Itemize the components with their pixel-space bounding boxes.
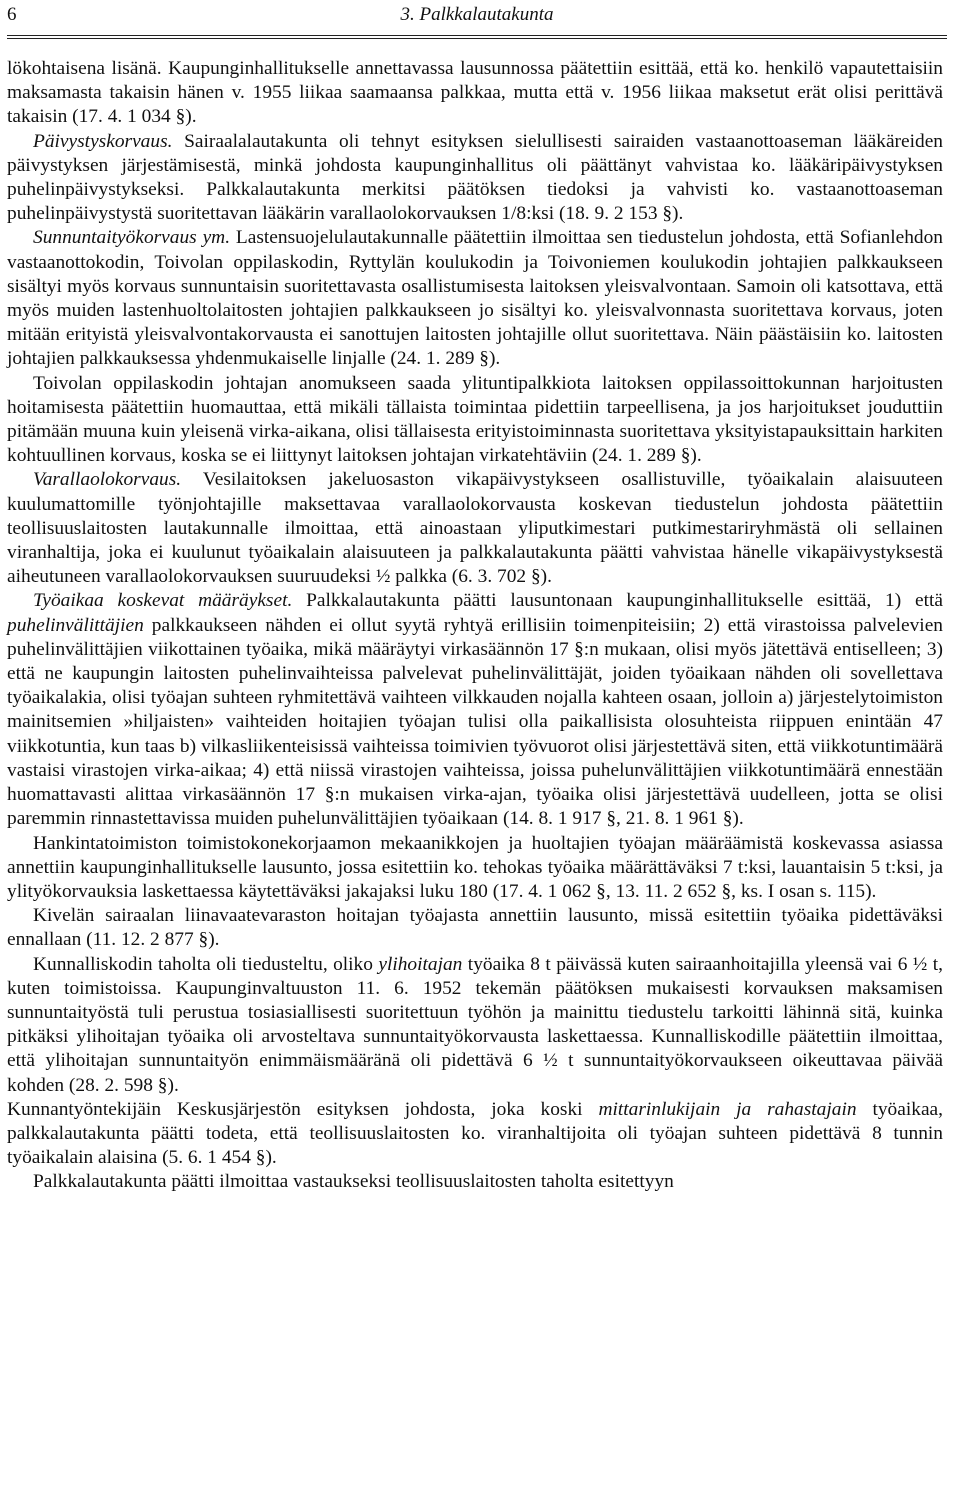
text-run: Vesilaitoksen jakeluosaston vikapäivystykseen osallistuville, työaikalain alaisuuteen kuulumattomille työnjohtajille maksettavaa varallaolokorvausta koskevan tiedustelun johdosta päätettiin teollisuuslaitosten lautakunnalle ilmoittaa, että ainoastaan yliputkimestari putkimestariryhmästä oli sellainen viranhaltija, joka ei kuulunut työaikalain alaisuuteen ja palkkalautakunta päätti vahvistaa hänelle vikapäivystyksestä aiheutuneen varallaolokorvauksen suuruudeksi ½ palkka (6. 3. 702 §).: [7, 469, 943, 588]
text-run: Sairaalalautakunta oli tehnyt esityksen sielullisesti sairaiden vastaanottoaseman lääkäreiden päivystyksen järjestämisestä, minkä johdosta kaupunginhallitus oli päättänyt vahvistaa ko. lääkäripäivystyksen puhelinpäivystykseksi. Palkkalautakunta merkitsi päätöksen tiedoksi ja vahvisti ko. vastaanottoaseman puhelinpäivystystä suoritettavan lääkärin varallaolokorvauksen 1/8:ksi (18. 9. 2 153 §).: [7, 130, 943, 225]
italic-run: ylihoitajan: [378, 953, 463, 975]
document-body: [7, 57, 943, 1195]
italic-run: Sunnuntaityökorvaus ym.: [33, 227, 231, 249]
paragraph-p6: [7, 832, 943, 905]
text-run: Kunnalliskodin taholta oli tiedusteltu, oliko: [33, 953, 379, 975]
page-number: 6: [7, 4, 17, 25]
text-run: lökohtaisena lisänä. Kaupunginhallitukselle annettavassa lausunnossa päätettiin esittää, että ko. henkilö vapautettaisiin maksamasta takaisin hänen v. 1955 liikaa saamaansa palkkaa, mutta että v. 1956 liikaa maksetut erät olisi perittävä takaisin (17. 4. 1 034 §).: [7, 58, 943, 128]
text-run: Palkkalautakunta päätti lausuntonaan kaupunginhallitukselle esittää, 1) että: [292, 590, 943, 612]
italic-run: puhelinvälittäjien: [7, 614, 144, 636]
text-run: Kivelän sairaalan liinavaatevaraston hoitajan työajasta annettiin lausunto, missä esitettiin työaika pidettäväksi ennallaan (11. 12. 2 877 §).: [7, 905, 943, 951]
italic-run: Työaikaa koskevat määräykset.: [33, 590, 293, 612]
italic-run: mittarinlukijain ja rahastajain: [598, 1098, 857, 1120]
text-run: Lastensuojelulautakunnalle päätettiin ilmoittaa sen tiedustelun johdosta, että Sofianlehdon vastaanottokodin, Toivolan oppilaskodin, Ryttylän koulukodin ja Toivoniemen koulukodin johtajien palkkaukseen sisältyi myös korvaus sunnuntaisin suoritettavasta osallistumisesta laitoksen yleisvalvontaan. Samoin oli katsottava, että myös muiden lastenhuoltolaitosten johtajien palkkaukseen jo sisältyi ko. yleisvalvonnasta suoritettava korvaus, joten mitään erityistä yleisvalvontakorvausta ei sanottujen laitosten johtajille ollut suoritettava. Näin päästäisiin ko. laitosten johtajien palkkauksessa yhdenmukaiselle linjalle (24. 1. 289 §).: [7, 227, 944, 370]
paragraph-p10: [7, 1170, 943, 1194]
text-run: Palkkalautakunta päätti ilmoittaa vastaukseksi teollisuuslaitosten taholta esitettyyn: [33, 1171, 674, 1193]
text-run: työaikaa, palkkalautakunta päätti todeta, että teollisuuslaitosten ko. viranhaltijoita oli työajan suhteen pidettävä 8 tunnin työaikalain alaisina (5. 6. 1 454 §).: [7, 1098, 944, 1169]
paragraph-p8: [7, 953, 943, 1098]
page-header: [7, 4, 947, 30]
italic-run: Varallaolokorvaus.: [33, 469, 182, 491]
paragraph-p4: [7, 468, 943, 589]
paragraph-p3: [7, 372, 943, 469]
text-run: Toivolan oppilaskodin johtajan anomukseen saada ylituntipalkkiota laitoksen oppilassoittokunnan harjoitusten hoitamisesta päätettiin huomauttaa, että mikäli tällaista toimintaa pidettiin tarpeellisena, ja jos harjoitukset jouduttiin pitämään muuna kuin yleisenä virka-aikana, olisi tällaisesta erityistoiminnasta suoritettava yksityistapauksittain harkiten kohtuullinen korvaus, koska se ei liittynyt laitoksen johtajan virkatehtäviin (24. 1. 289 §).: [7, 372, 943, 467]
paragraph-p7: [7, 904, 943, 952]
text-run: palkkaukseen nähden ei ollut syytä ryhtyä erillisiin toimenpiteisiin; 2) että virastoissa palvelevien puhelinvälittäjien viikottainen työaika, mikä määräytyi virkasäännön 17 §:n mukaan, olisi myös jätettävä entiselleen; 3) että ne kaupungin laitosten puhelinvaihteissa palvelevat puhelinvälittäjät, joiden työaikaan nähden oli sovellettava työaikalakia, olisi työajan suhteen ryhmitettävä vaihteen vilkkauden nojalla kahteen osaan, jolloin a) järjestelytoimiston mainitsemien »hiljaisten» vaihteiden hoitajien työajan tulisi olla paikallisista olosuhteista riippuen enintään 47 viikkotuntia, kun taas b) vilkasliikenteisissä vaihteissa toimivien työvuorot olisi järjestettävä siten, että viikkotuntimäärä vastaisi virastojen virka-aikaa; 4) että niissä virastojen vaihteissa, joissa puhelunvälittäjien viikkotuntimäärä ennestään huomattavasti alittaa virkasäännön 17 §:n mukaisen virka-ajan, työaika olisi järjestettävä uudelleen, jotta se olisi paremmin rinnastettavissa muiden puhelunvälittäjien työaikaan (14. 8. 1 917 §, 21. 8. 1 961 §).: [7, 614, 943, 830]
text-run: Hankintatoimiston toimistokonekorjaamon mekaanikkojen ja huoltajien työajan määräämistä koskevassa asiassa annettiin kaupunginhallitukselle lausunto, jossa esitettiin ko. tehokas työaika määrättäväksi 7 t:ksi, lauantaisin 5 t:ksi, ja ylityökorvauksia laskettaessa käytettäväksi jakajaksi luku 180 (17. 4. 1 062 §, 13. 11. 2 652 §, ks. I osan s. 115).: [7, 832, 943, 902]
paragraph-p0: [7, 57, 943, 130]
italic-run: Päivystyskorvaus.: [33, 130, 173, 152]
header-rule: [7, 35, 947, 39]
paragraph-p9: [7, 1098, 943, 1171]
paragraph-p1: [7, 130, 943, 227]
text-run: työaika 8 t päivässä kuten sairaanhoitajilla yleensä vai 6 ½ t, kuten toimistoissa. Kaupunginvaltuuston 11. 6. 1952 tekemän päätöksen mukaisesti korvauksen maksamisen sunnuntaityöstä tuli perustua tosiasiallisesti suoritettuun työhön ja mainittu tiedustelu tarkoitti lähinnä sitä, kuinka pitkäksi ylihoitajan työaika oli arvosteltava sunnuntaityökorvausta laskettaessa. Kunnalliskodille päätettiin ilmoittaa, että ylihoitajan sunnuntaityön enimmäismääränä oli pidettävä 6 ½ t sunnuntaityökorvaukseen oikeuttavaa päivää kohden (28. 2. 598 §).: [7, 953, 943, 1096]
paragraph-p2: [7, 226, 943, 371]
text-run: Kunnantyöntekijäin Keskusjärjestön esityksen johdosta, joka koski: [7, 1098, 599, 1120]
paragraph-p5: [7, 589, 943, 831]
running-title: 3. Palkkalautakunta: [400, 4, 554, 25]
